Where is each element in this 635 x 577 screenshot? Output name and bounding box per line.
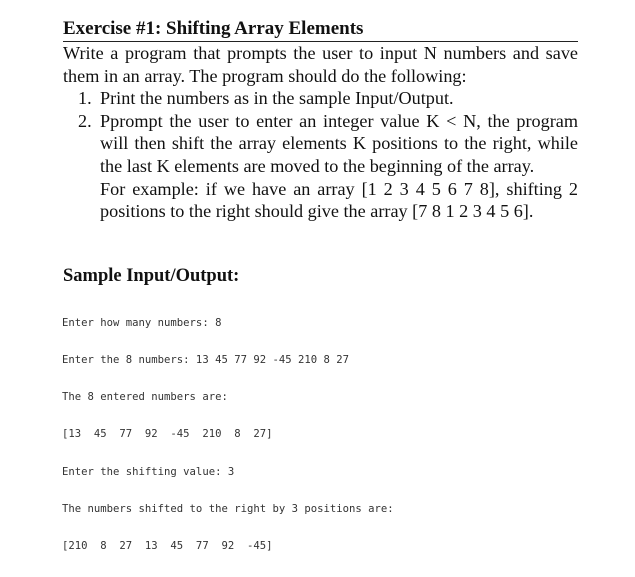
steps-list bbox=[63, 87, 578, 223]
console-line: Enter the shifting value: 3 bbox=[62, 465, 235, 478]
console-line: The 8 entered numbers are: bbox=[62, 391, 228, 404]
console-line: The numbers shifted to the right by 3 positions are: bbox=[62, 502, 394, 515]
console-line: [210 8 27 13 45 77 92 -45] bbox=[62, 540, 273, 553]
console-line: Enter the 8 numbers: 13 45 77 92 -45 210 8 27 bbox=[62, 354, 350, 367]
step-number-1: 1. bbox=[78, 88, 92, 109]
step-text-1: Print the numbers as in the sample Input/Output. bbox=[100, 88, 454, 109]
step-number-2: 2. bbox=[78, 110, 92, 131]
step-example-2: For example: if we have an array [1 2 3 4 5 6 7 8], shifting 2 positions to the right should give the array [7 8 1 2 3 4 5 6]. bbox=[100, 178, 578, 222]
sample-io-heading: Sample Input/Output: bbox=[63, 266, 240, 286]
step-item-1 bbox=[63, 87, 578, 110]
title-block bbox=[63, 18, 578, 42]
step-item-2 bbox=[63, 110, 578, 223]
exercise-body bbox=[63, 42, 578, 223]
console-line: Enter how many numbers: 8 bbox=[62, 316, 222, 329]
step-text-2: Pprompt the user to enter an integer value K < N, the program will then shift the array elements K positions to the right, while the last K elements are moved to the beginning of the array. bbox=[100, 110, 578, 176]
exercise-title: Exercise #1: Shifting Array Elements bbox=[63, 18, 364, 39]
sample-console-output bbox=[62, 292, 394, 577]
console-line: [13 45 77 92 -45 210 8 27] bbox=[62, 428, 273, 441]
intro-paragraph: Write a program that prompts the user to input N numbers and save them in an array. The program should do the following: bbox=[63, 43, 578, 86]
